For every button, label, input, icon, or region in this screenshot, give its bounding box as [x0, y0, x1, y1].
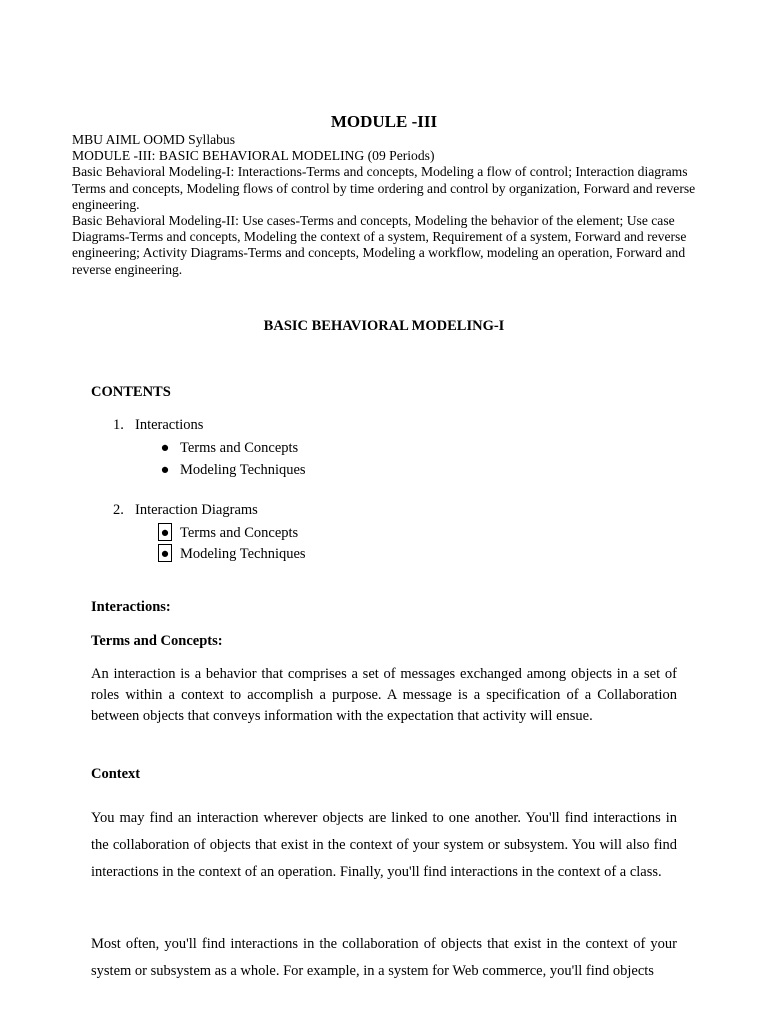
- contents-subitem-label: Terms and Concepts: [180, 525, 299, 541]
- bullet-icon: ●: [158, 544, 172, 562]
- terms-paragraph: An interaction is a behavior that comprises a set of messages exchanged among objects in a set of roles within a context to accomplish a purpose. A message is a specification of a Collaboration between objects that conveys information with the expectation that activity will ensue.: [91, 666, 677, 724]
- contents-item-number: 2.: [113, 502, 124, 518]
- contents-subitem: [158, 461, 306, 479]
- contents-item-label: Interaction Diagrams: [135, 502, 258, 518]
- contents-heading: CONTENTS: [91, 384, 171, 400]
- context-paragraph-1: You may find an interaction wherever objects are linked to one another. You'll find interactions in the collaboration of objects that exist in the context of your system or subsystem. You will also find interactions in the context of an operation. Finally, you'll find interactions in the context of a class.: [91, 810, 677, 880]
- syllabus-block: [72, 132, 702, 278]
- syllabus-para-1: Basic Behavioral Modeling-I: Interactions-Terms and concepts, Modeling a flow of control; Interaction diagrams Terms and concepts, Modeling flows of control by time ordering and control by organization, Forward and reverse engineering.: [72, 164, 696, 212]
- bullet-icon: ●: [158, 523, 172, 541]
- context-heading: Context: [91, 766, 141, 782]
- contents-subitem-label: Modeling Techniques: [180, 462, 306, 478]
- bullet-icon: ●: [160, 440, 170, 456]
- contents-subitem: [158, 439, 298, 457]
- contents-subitem-label: Modeling Techniques: [180, 546, 306, 562]
- contents-item-1: [113, 417, 203, 434]
- contents-item-number: 1.: [113, 417, 124, 433]
- contents-item-label: Interactions: [135, 417, 204, 433]
- syllabus-para-2: Basic Behavioral Modeling-II: Use cases-Terms and concepts, Modeling the behavior of the element; Use case Diagrams-Terms and concepts, Modeling the context of a system, Requirement of a system, Forward and reverse engineering; Activity Diagrams-Terms and concepts, Modeling a workflow, modeling an operation, Forward and reverse engineering.: [72, 213, 687, 277]
- contents-item-2: [113, 502, 258, 519]
- syllabus-line-1: MBU AIML OOMD Syllabus: [72, 132, 236, 147]
- contents-subitem: [158, 523, 298, 542]
- bullet-icon: ●: [160, 462, 170, 478]
- contents-subitem-label: Terms and Concepts: [180, 440, 299, 456]
- contents-subitem: [158, 544, 306, 563]
- context-paragraph-2: Most often, you'll find interactions in the collaboration of objects that exist in the context of your system or subsystem as a whole. For example, in a system for Web commerce, you'll find objects: [91, 936, 677, 979]
- interactions-heading: Interactions:: [91, 599, 171, 615]
- section-title: BASIC BEHAVIORAL MODELING-I: [263, 318, 505, 334]
- module-title: MODULE -III: [330, 112, 438, 131]
- terms-heading: Terms and Concepts:: [91, 633, 223, 649]
- syllabus-line-2: MODULE -III: BASIC BEHAVIORAL MODELING (09 Periods): [72, 148, 435, 164]
